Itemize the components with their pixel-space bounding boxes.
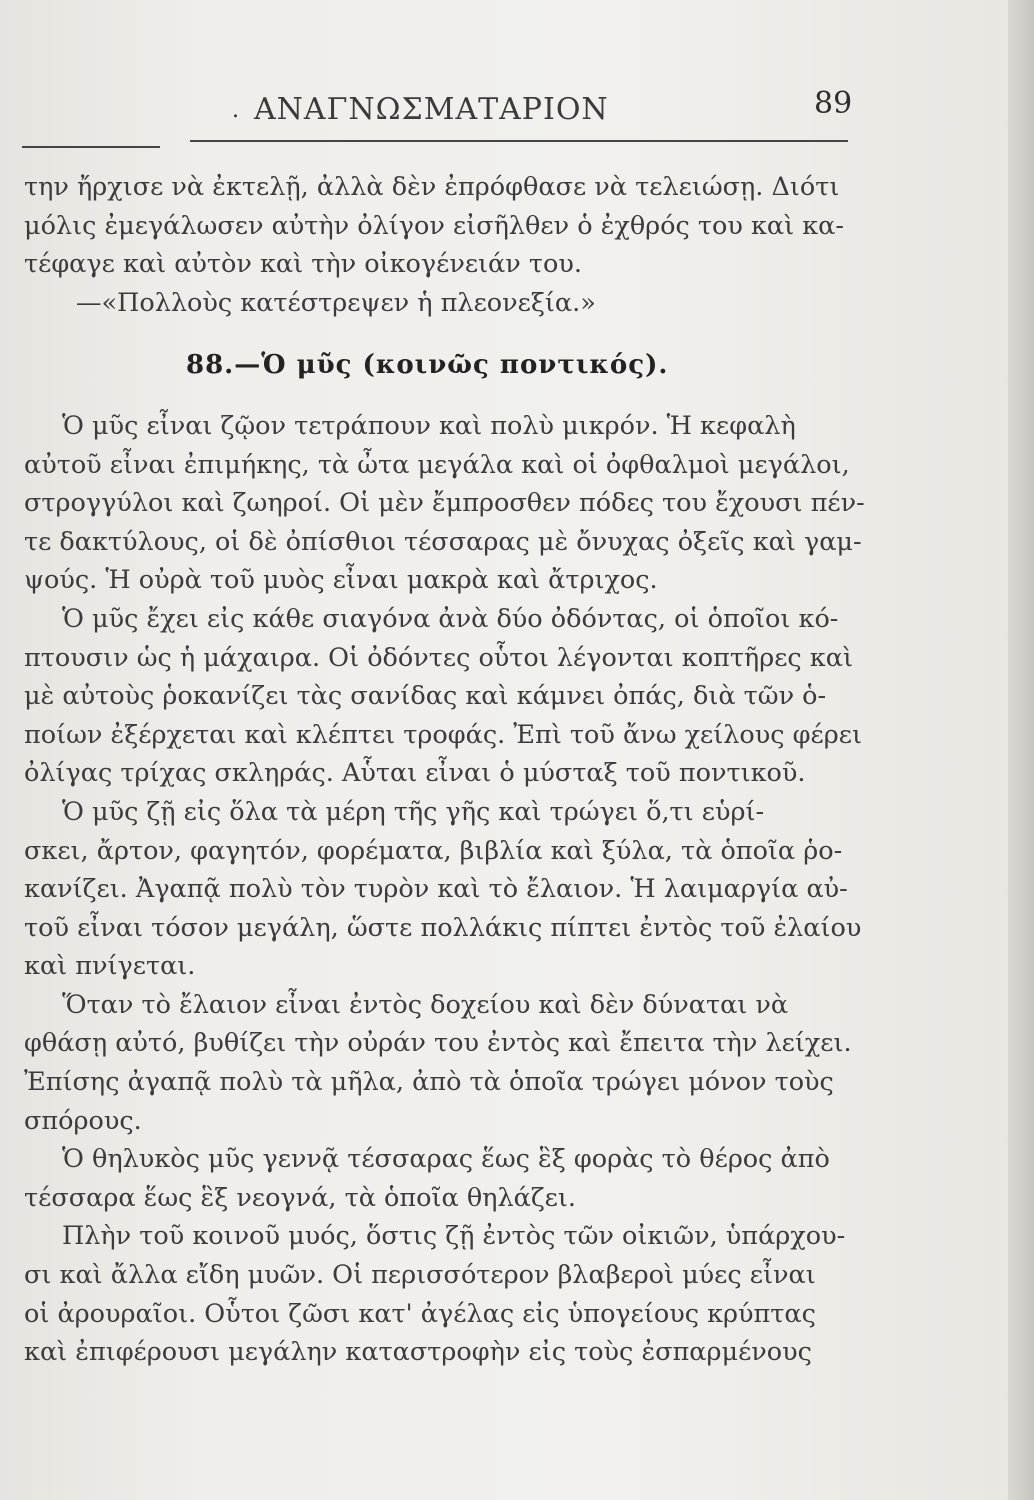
page-spine-shadow — [1008, 0, 1034, 1500]
intro-block — [24, 168, 904, 322]
paragraph-first-line: Ὁ μῦς ζῇ εἰς ὅλα τὰ μέρη τῆς γῆς καὶ τρώγει ὅ,τι εὑρί- — [62, 796, 765, 827]
page-body — [24, 168, 904, 1372]
text-line: Ἐπίσης ἀγαπᾷ πολὺ τὰ μῆλα, ἀπὸ τὰ ὁποῖα τρώγει μόνον τοὺς — [24, 1067, 834, 1098]
paragraph-first-line: Ὁ θηλυκὸς μῦς γεννᾷ τέσσαρας ἕως ἓξ φορὰς τὸ θέρος ἀπὸ — [62, 1144, 830, 1175]
running-header — [22, 86, 853, 152]
text-line: τε δακτύλους, οἱ δὲ ὀπίσθιοι τέσσαρας μὲ ὄνυχας ὀξεῖς καὶ γαμ- — [24, 526, 862, 557]
page-number: 89 — [814, 86, 853, 121]
header-rule-left — [22, 146, 160, 148]
text-line: καὶ πνίγεται. — [24, 951, 196, 982]
paragraph — [24, 600, 904, 793]
text-line: μόλις ἐμεγάλωσεν αὐτὴν ὀλίγον εἰσῆλθεν ὁ ἐχθρός του καὶ κα- — [24, 210, 845, 241]
text-line: σπόρους. — [24, 1105, 142, 1136]
paragraph-first-line: Ὅταν τὸ ἔλαιον εἶναι ἐντὸς δοχείου καὶ δὲν δύναται νὰ — [62, 989, 789, 1020]
text-line: κανίζει. Ἀγαπᾷ πολὺ τὸν τυρὸν καὶ τὸ ἔλαιον. Ἡ λαιμαργία αὐ- — [24, 874, 848, 905]
text-line: τέφαγε καὶ αὐτὸν καὶ τὴν οἰκογένειάν του. — [24, 249, 582, 280]
header-rule-right — [190, 140, 848, 142]
text-line: ὀλίγας τρίχας σκληράς. Αὗται εἶναι ὁ μύσταξ τοῦ ποντικοῦ. — [24, 758, 806, 789]
paragraph-first-line: Πλὴν τοῦ κοινοῦ μυός, ὅστις ζῇ ἐντὸς τῶν οἰκιῶν, ὑπάρχου- — [62, 1221, 846, 1252]
paragraph-first-line: Ὁ μῦς εἶναι ζῷον τετράπουν καὶ πολὺ μικρόν. Ἡ κεφαλὴ — [62, 410, 796, 441]
paragraph — [24, 407, 904, 600]
paragraph — [24, 1217, 904, 1371]
paragraph — [24, 793, 904, 986]
text-line: την ἤρχισε νὰ ἐκτελῇ, ἀλλὰ δὲν ἐπρόφθασε νὰ τελειώσῃ. Διότι — [24, 172, 840, 202]
text-line: τοῦ εἶναι τόσον μεγάλη, ὥστε πολλάκις πίπτει ἐντὸς τοῦ ἐλαίου — [24, 912, 862, 943]
text-line: ψούς. Ἡ οὐρὰ τοῦ μυὸς εἶναι μακρὰ καὶ ἄτριχος. — [24, 565, 658, 596]
text-line: σκει, ἄρτον, φαγητόν, φορέματα, βιβλία καὶ ξύλα, τὰ ὁποῖα ῥο- — [24, 835, 843, 866]
text-line: σι καὶ ἄλλα εἴδη μυῶν. Οἱ περισσότερον βλαβεροὶ μύες εἶναι — [24, 1260, 816, 1291]
text-line: στρογγύλοι καὶ ζωηροί. Οἱ μὲν ἔμπροσθεν πόδες του ἔχουσι πέν- — [24, 488, 865, 519]
paragraphs — [24, 407, 904, 1372]
text-line: αὐτοῦ εἶναι ἐπιμήκης, τὰ ὦτα μεγάλα καὶ οἱ ὀφθαλμοὶ μεγάλοι, — [24, 449, 850, 480]
paragraph-first-line: Ὁ μῦς ἔχει εἰς κάθε σιαγόνα ἀνὰ δύο ὀδόντας, οἱ ὁποῖοι κό- — [62, 603, 839, 634]
text-line: τέσσαρα ἕως ἓξ νεογνά, τὰ ὁποῖα θηλάζει. — [24, 1182, 576, 1213]
text-line: μὲ αὐτοὺς ῥοκανίζει τὰς σανίδας καὶ κάμνει ὀπάς, διὰ τῶν ὁ- — [24, 681, 827, 712]
text-line: ποίων ἐξέρχεται καὶ κλέπτει τροφάς. Ἐπὶ τοῦ ἄνω χείλους φέρει — [24, 719, 862, 750]
paragraph — [24, 986, 904, 1140]
section-heading: 88.—Ὁ μῦς (κοινῶς ποντικός). — [186, 350, 669, 381]
moral-quote: —«Πολλοὺς κατέστρεψεν ἡ πλεονεξία.» — [76, 287, 596, 318]
running-title: ΑΝΑΓΝΩΣΜΑΤΑΡΙΟΝ — [254, 92, 609, 127]
text-line: πτουσιν ὡς ἡ μάχαιρα. Οἱ ὀδόντες οὗτοι λέγονται κοπτῆρες καὶ — [24, 642, 853, 673]
text-line: καὶ ἐπιφέρουσι μεγάλην καταστροφὴν εἰς τοὺς ἐσπαρμένους — [24, 1337, 812, 1368]
paragraph — [24, 1140, 904, 1217]
text-line: φθάσῃ αὐτό, βυθίζει τὴν οὐράν του ἐντὸς καὶ ἔπειτα τὴν λείχει. — [24, 1028, 852, 1059]
text-line: οἱ ἀρουραῖοι. Οὗτοι ζῶσι κατ' ἀγέλας εἰς ὑπογείους κρύπτας — [24, 1298, 816, 1329]
header-dot: . — [232, 98, 239, 123]
